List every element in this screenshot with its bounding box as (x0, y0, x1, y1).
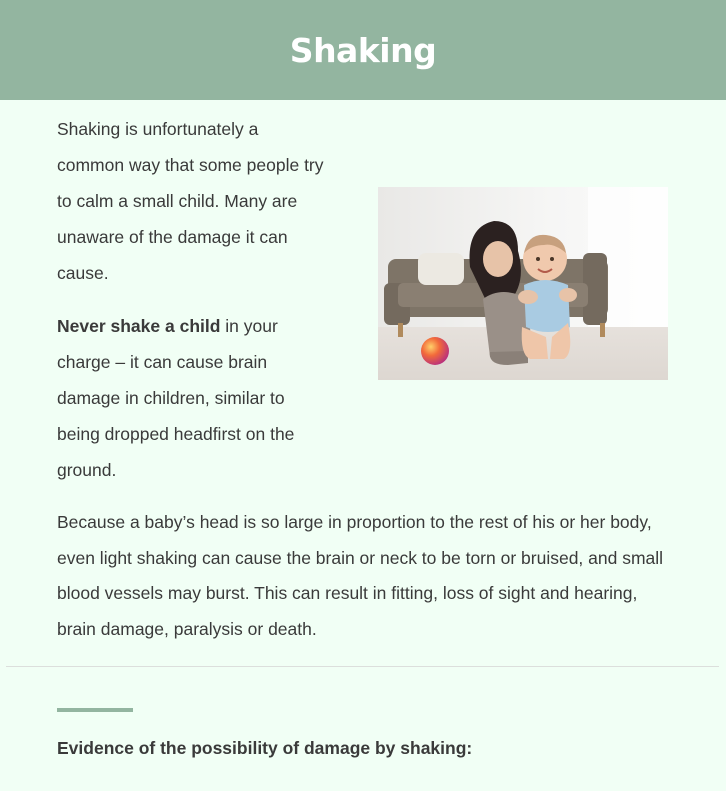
page-title: Shaking (289, 30, 437, 70)
warning-paragraph (57, 308, 327, 488)
main-content (0, 100, 726, 758)
page-header (0, 0, 726, 100)
body-paragraph: Because a baby’s head is so large in proportion to the rest of his or her body, even light shaking can cause the brain or neck to be torn or bruised, and small blood vessels may burst. This can result in fitting, loss of sight and hearing, brain damage, paralysis or death. (57, 512, 664, 639)
warning-emphasis: Never shake a child (57, 316, 221, 336)
intro-section (0, 100, 726, 495)
intro-paragraph: Shaking is unfortunately a common way that some people try to calm a small child. Many are unaware of the damage it can cause. (57, 119, 324, 283)
intro-text-column (57, 111, 327, 488)
section-heading: Evidence of the possibility of damage by shaking: (57, 738, 473, 758)
section-divider (6, 666, 719, 667)
section-accent-bar (57, 708, 133, 712)
warning-text: in your charge – it can cause brain damage in children, similar to being dropped headfirst on the ground. (57, 316, 295, 480)
mother-and-baby-photo (378, 187, 668, 380)
